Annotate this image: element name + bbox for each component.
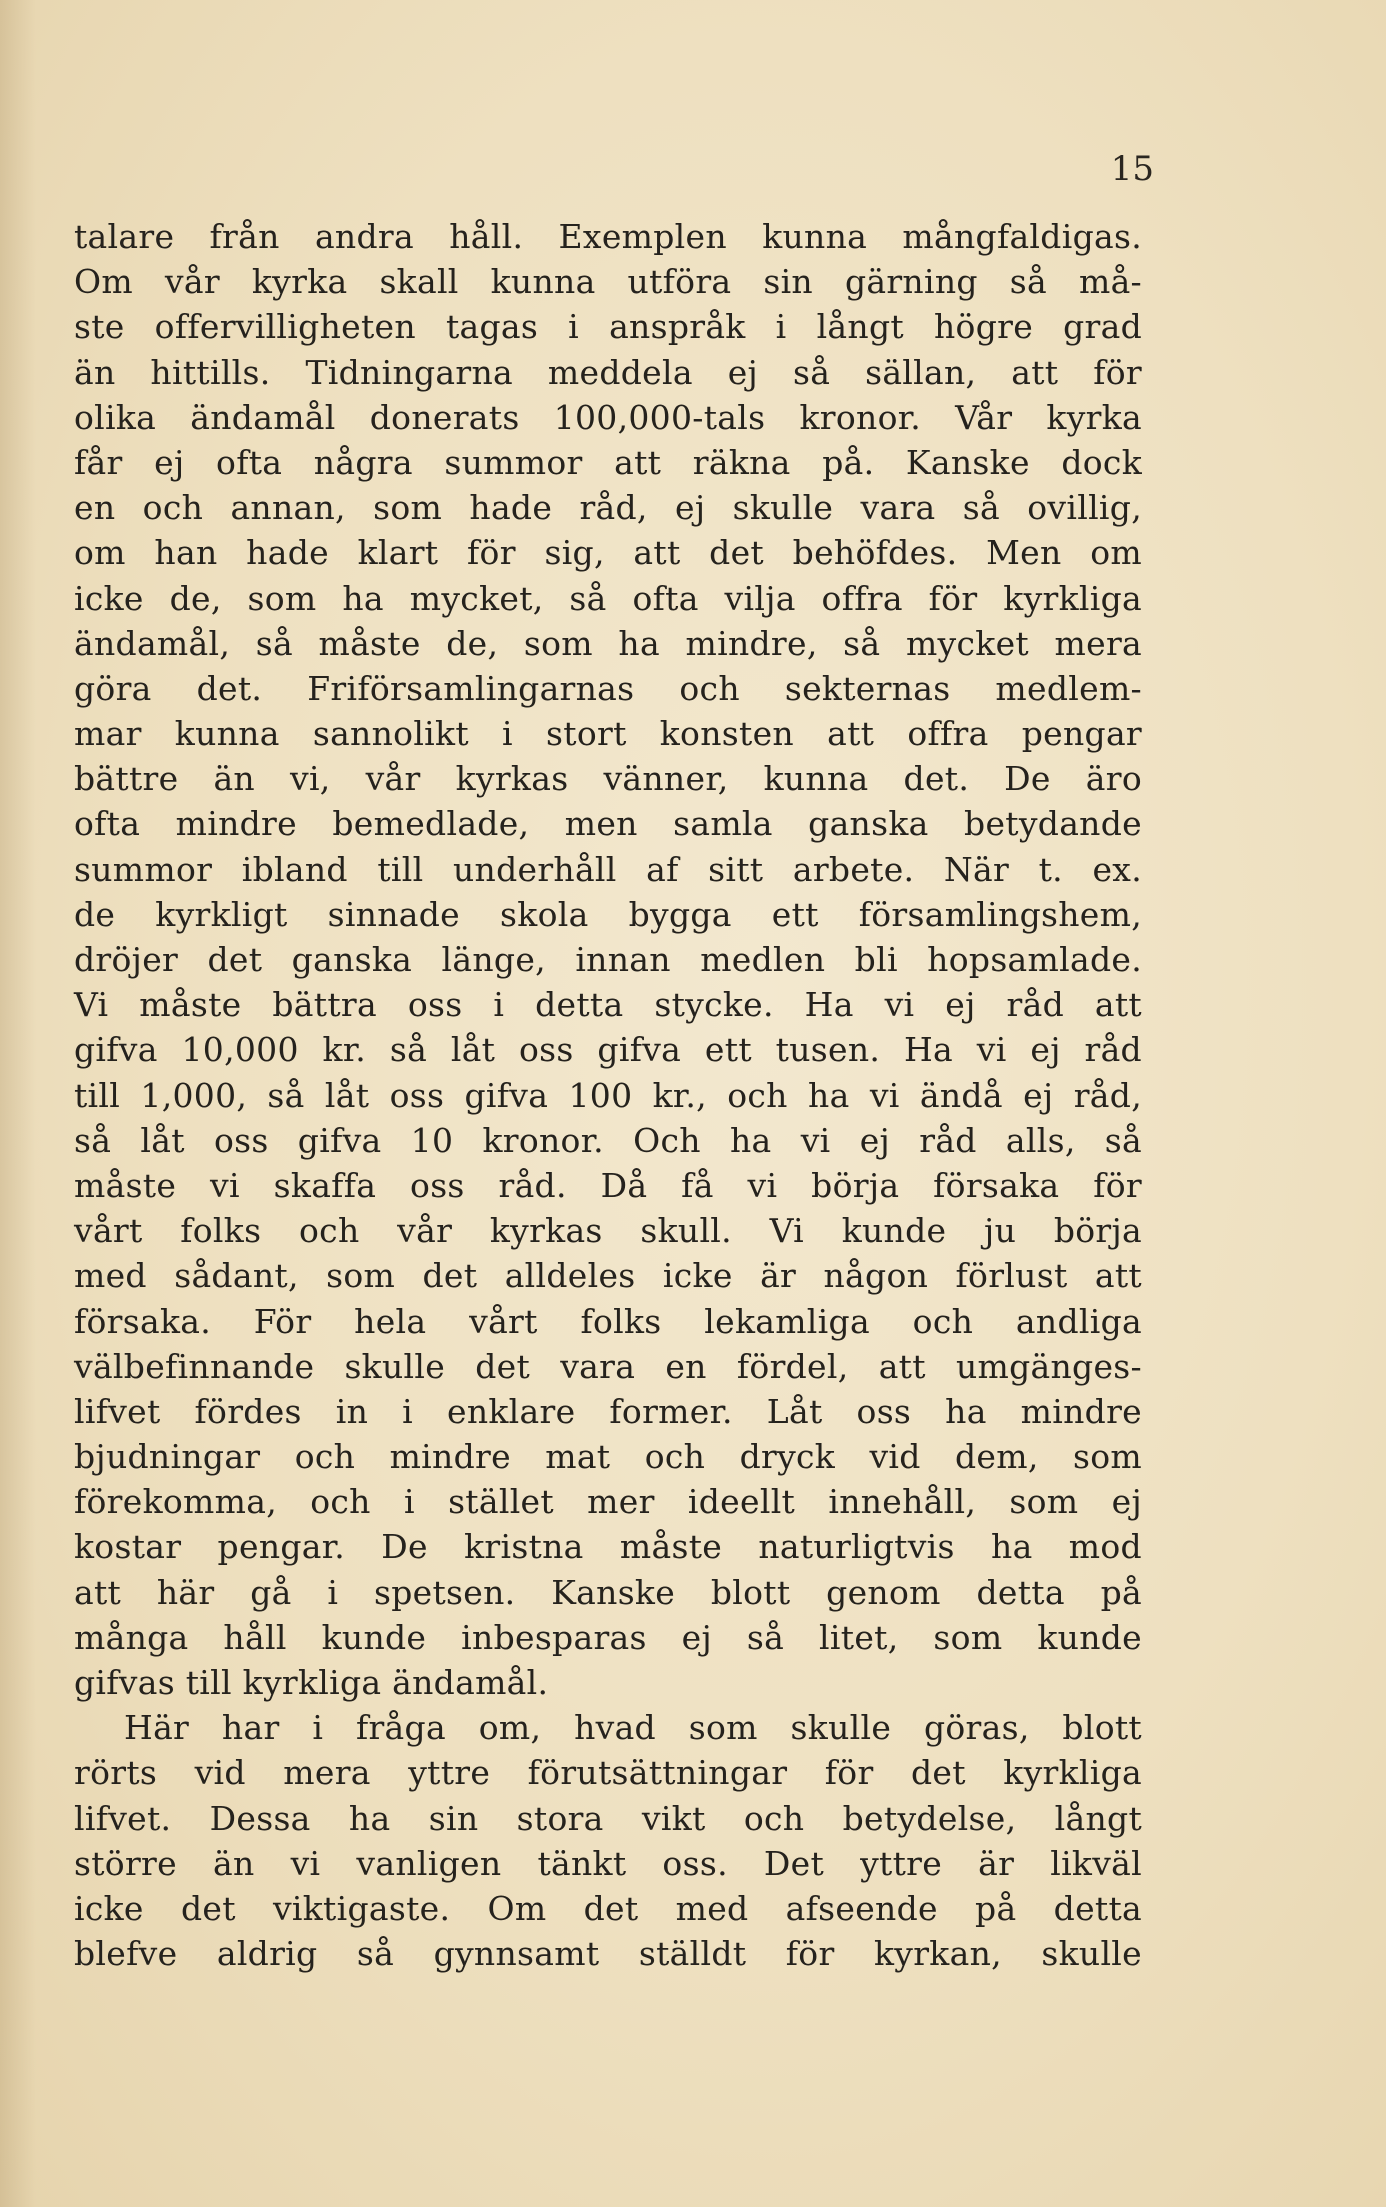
text-line: förekomma, och i stället mer ideellt innehåll, som ej — [74, 1482, 1142, 1522]
text-line: lifvet. Dessa ha sin stora vikt och betydelse, långt — [74, 1798, 1142, 1838]
text-line: måste vi skaffa oss råd. Då få vi börja försaka för — [74, 1165, 1142, 1205]
text-line: icke det viktigaste. Om det med afseende på detta — [74, 1888, 1142, 1928]
text-line: olika ändamål donerats 100,000-tals kronor. Vår kyrka — [74, 397, 1142, 437]
text-line: en och annan, som hade råd, ej skulle vara så ovillig, — [74, 488, 1142, 528]
text-line: välbefinnande skulle det vara en fördel, att umgänges- — [74, 1346, 1142, 1386]
text-line: ofta mindre bemedlade, men samla ganska betydande — [74, 804, 1142, 844]
text-line: göra det. Friförsamlingarnas och sekternas medlem- — [74, 668, 1142, 708]
text-line: gifva 10,000 kr. så låt oss gifva ett tusen. Ha vi ej råd — [74, 1030, 1142, 1070]
paragraph-start-line: Här har i fråga om, hvad som skulle göras, blott — [124, 1708, 1142, 1748]
text-line: får ej ofta några summor att räkna på. Kanske dock — [74, 442, 1142, 482]
body-text — [74, 214, 1142, 1976]
text-line: större än vi vanligen tänkt oss. Det yttre är likväl — [74, 1843, 1142, 1883]
text-line: med sådant, som det alldeles icke är någon förlust att — [74, 1256, 1142, 1296]
text-line: ste offervilligheten tagas i anspråk i långt högre grad — [74, 307, 1142, 347]
text-line: bjudningar och mindre mat och dryck vid dem, som — [74, 1437, 1142, 1477]
text-line: icke de, som ha mycket, så ofta vilja offra för kyrkliga — [74, 578, 1142, 618]
text-line: vårt folks och vår kyrkas skull. Vi kunde ju börja — [74, 1211, 1142, 1251]
text-line: rörts vid mera yttre förutsättningar för det kyrkliga — [74, 1753, 1142, 1793]
text-line: blefve aldrig så gynnsamt ställdt för kyrkan, skulle — [74, 1934, 1142, 1974]
text-line: ändamål, så måste de, som ha mindre, så mycket mera — [74, 623, 1142, 663]
text-line: än hittills. Tidningarna meddela ej så sällan, att för — [74, 352, 1142, 392]
page-number: 15 — [1110, 149, 1154, 189]
text-line: mar kunna sannolikt i stort konsten att offra pengar — [74, 714, 1142, 754]
text-line: försaka. För hela vårt folks lekamliga och andliga — [74, 1301, 1142, 1341]
text-line: bättre än vi, vår kyrkas vänner, kunna det. De äro — [74, 759, 1142, 799]
text-line: de kyrkligt sinnade skola bygga ett församlingshem, — [74, 894, 1142, 934]
page-edge-shadow — [0, 0, 36, 2207]
text-line: Om vår kyrka skall kunna utföra sin gärning så må- — [74, 262, 1142, 302]
text-line: talare från andra håll. Exemplen kunna mångfaldigas. — [74, 217, 1142, 256]
text-line: kostar pengar. De kristna måste naturligtvis ha mod — [74, 1527, 1142, 1567]
text-line: dröjer det ganska länge, innan medlen bli hopsamlade. — [74, 940, 1142, 979]
text-line: till 1,000, så låt oss gifva 100 kr., och ha vi ändå ej råd, — [74, 1075, 1142, 1115]
text-line: lifvet fördes in i enklare former. Låt oss ha mindre — [74, 1391, 1142, 1431]
text-line: om han hade klart för sig, att det behöfdes. Men om — [74, 533, 1142, 573]
text-line: många håll kunde inbesparas ej så litet, som kunde — [74, 1617, 1142, 1657]
text-line: så låt oss gifva 10 kronor. Och ha vi ej råd alls, så — [74, 1120, 1142, 1160]
paragraph-end-line: gifvas till kyrkliga ändamål. — [74, 1663, 549, 1702]
text-line: summor ibland till underhåll af sitt arbete. När t. ex. — [74, 849, 1142, 889]
text-line: Vi måste bättra oss i detta stycke. Ha vi ej råd att — [74, 985, 1142, 1025]
text-line: att här gå i spetsen. Kanske blott genom detta på — [74, 1572, 1142, 1612]
